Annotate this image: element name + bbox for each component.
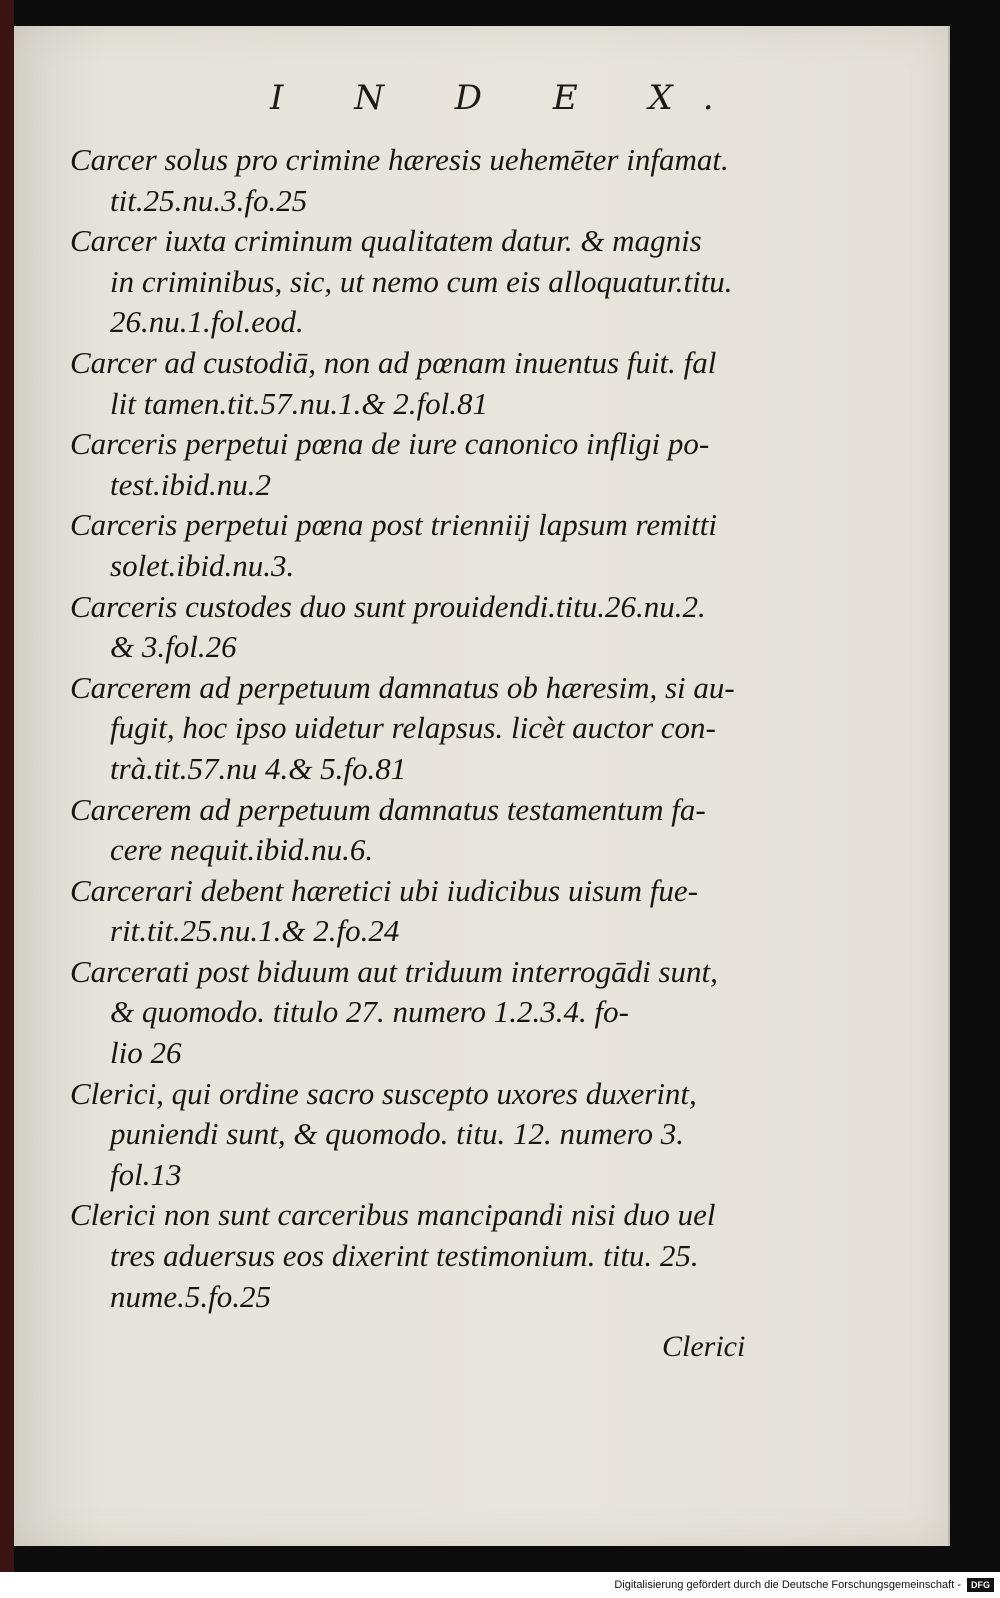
index-entry (70, 668, 790, 790)
entry-reference: solet.ibid.nu.3. (110, 547, 295, 583)
entry-folio: fol.eod. (210, 304, 304, 340)
index-entry (70, 505, 790, 586)
entry-reference-line (70, 627, 790, 668)
entry-reference-line (70, 1277, 790, 1318)
entry-line: puniendi sunt, & quomodo. titu. 12. numero 3. (110, 1116, 685, 1152)
entry-reference-line (70, 546, 790, 587)
entry-reference: lit tamen.tit.57.nu.1.& 2. (110, 385, 417, 421)
digitization-footer (0, 1572, 1000, 1598)
entry-reference: 26.nu.1. (110, 304, 211, 340)
entry-reference: fol.13 (110, 1156, 182, 1192)
entry-line: & quomodo. titulo 27. numero 1.2.3.4. fo- (110, 994, 629, 1030)
entry-reference: rit.tit.25.nu.1.& 2. (110, 913, 337, 949)
entry-line: Carcerem ad perpetuum damnatus testamentum fa- (70, 791, 706, 827)
entry-line: Clerici, qui ordine sacro suscepto uxores duxerint, (70, 1075, 697, 1111)
entry-line: Carcer solus pro crimine hæresis uehemēter infamat. (70, 142, 729, 177)
entry-reference: nume.5. (110, 1278, 209, 1314)
entry-line: Carcerari debent hæretici ubi iudicibus uisum fue- (70, 872, 698, 908)
entry-line: Carcerem ad perpetuum damnatus ob hæresim, si au- (70, 669, 735, 705)
entry-reference: test.ibid.nu.2 (110, 466, 272, 502)
entry-reference-line (70, 1155, 790, 1196)
entry-line: Carceris perpetui pœna de iure canonico infligi po- (70, 426, 710, 462)
index-entry (70, 343, 790, 424)
entry-line: Carcer ad custodiā, non ad pœnam inuentus fuit. fal (70, 344, 717, 380)
index-entries (70, 140, 790, 1317)
index-entry (70, 1074, 790, 1196)
entry-reference-line (70, 1033, 790, 1074)
index-entry (70, 587, 790, 668)
entry-reference-line (70, 465, 790, 506)
entry-folio: fo.25 (208, 1278, 272, 1314)
entry-reference-line (70, 911, 790, 952)
catchword: Clerici (662, 1330, 746, 1363)
entry-line: Carcer iuxta criminum qualitatem datur. & magnis (70, 223, 702, 259)
entry-reference-line (70, 302, 790, 343)
entry-folio: fo.24 (336, 913, 400, 949)
entry-folio: fol.26 (165, 629, 237, 665)
dfg-logo: DFG (967, 1578, 994, 1592)
footer-credit: Digitalisierung gefördert durch die Deutsche Forschungsgemeinschaft - (614, 1579, 961, 1591)
entry-reference: tit.25.nu.3. (110, 182, 245, 218)
entry-reference-line (70, 181, 790, 222)
index-entry (70, 1195, 790, 1317)
entry-reference: & 3. (110, 629, 166, 665)
entry-line: tres aduersus eos dixerint testimonium. titu. 25. (110, 1238, 699, 1274)
binding-edge (0, 0, 14, 1572)
entry-reference-line (70, 384, 790, 425)
entry-folio: fo.25 (244, 182, 308, 218)
index-entry (70, 790, 790, 871)
running-head: I N D E X. (270, 78, 744, 118)
entry-reference-line (70, 830, 790, 871)
entry-line: Carceris perpetui pœna post trienniij lapsum remitti (70, 507, 717, 543)
entry-reference-line (70, 749, 790, 790)
entry-line: Carcerati post biduum aut triduum interrogādi sunt, (70, 953, 718, 989)
entry-folio: fol.81 (416, 385, 489, 421)
index-entry (70, 424, 790, 505)
index-entry (70, 140, 790, 221)
entry-line: Clerici non sunt carceribus mancipandi nisi duo uel (70, 1197, 716, 1233)
entry-line: Carceris custodes duo sunt prouidendi.titu.26.nu.2. (70, 588, 706, 624)
entry-line: in criminibus, sic, ut nemo cum eis alloquatur.titu. (110, 263, 733, 299)
index-entry (70, 871, 790, 952)
entry-line: fugit, hoc ipso uidetur relapsus. licèt auctor con- (110, 710, 716, 746)
entry-reference: trà.tit.57.nu 4.& 5. (110, 750, 344, 786)
entry-reference: lio 26 (110, 1035, 182, 1071)
index-entry (70, 952, 790, 1074)
entry-folio: fo.81 (343, 750, 407, 786)
entry-reference: cere nequit.ibid.nu.6. (110, 832, 374, 868)
index-entry (70, 221, 790, 343)
